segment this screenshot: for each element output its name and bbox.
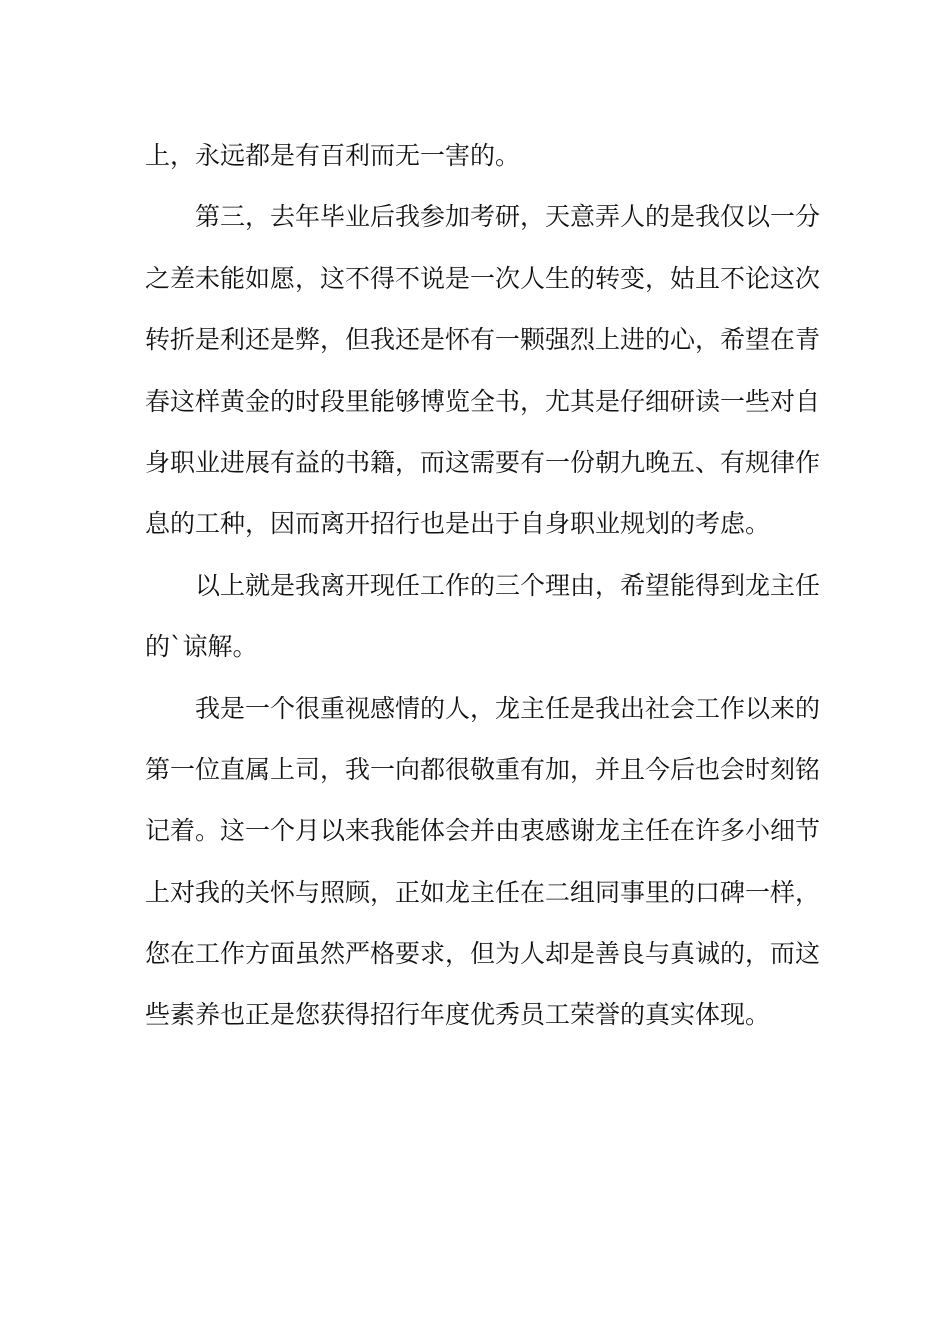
document-body	[145, 125, 821, 1046]
paragraph-line: 些素养也正是您获得招行年度优秀员工荣誉的真实体现。	[145, 1000, 771, 1030]
paragraph-line: 第三，去年毕业后我参加考研，天意弄人的是我仅以一分	[195, 202, 821, 232]
paragraph-line: 身职业进展有益的书籍，而这需要有一份朝九晚五、有规律作	[145, 447, 821, 477]
paragraph-line: 以上就是我离开现任工作的三个理由，希望能得到龙主任	[195, 570, 821, 600]
paragraph-line: 上，永远都是有百利而无一害的。	[145, 141, 521, 170]
paragraph-line: 之差未能如愿，这不得不说是一次人生的转变，姑且不论这次	[145, 263, 821, 293]
paragraph-line: 转折是利还是弊，但我还是怀有一颗强烈上进的心，希望在青	[145, 325, 821, 355]
paragraph-line: 春这样黄金的时段里能够博览全书，尤其是仔细研读一些对自	[145, 386, 821, 416]
paragraph-line: 息的工种，因而离开招行也是出于自身职业规划的考虑。	[145, 509, 771, 539]
paragraph-line: 记着。这一个月以来我能体会并由衷感谢龙主任在许多小细节	[145, 816, 821, 846]
paragraph-line: 您在工作方面虽然严格要求，但为人却是善良与真诚的，而这	[145, 939, 821, 969]
paragraph-line: 第一位直属上司，我一向都很敬重有加，并且今后也会时刻铭	[145, 754, 821, 784]
paragraph-line: 上对我的关怀与照顾，正如龙主任在二组同事里的口碑一样，	[145, 877, 821, 907]
paragraph-line: 的`谅解。	[145, 632, 258, 662]
paragraph-line: 我是一个很重视感情的人，龙主任是我出社会工作以来的	[195, 693, 821, 723]
